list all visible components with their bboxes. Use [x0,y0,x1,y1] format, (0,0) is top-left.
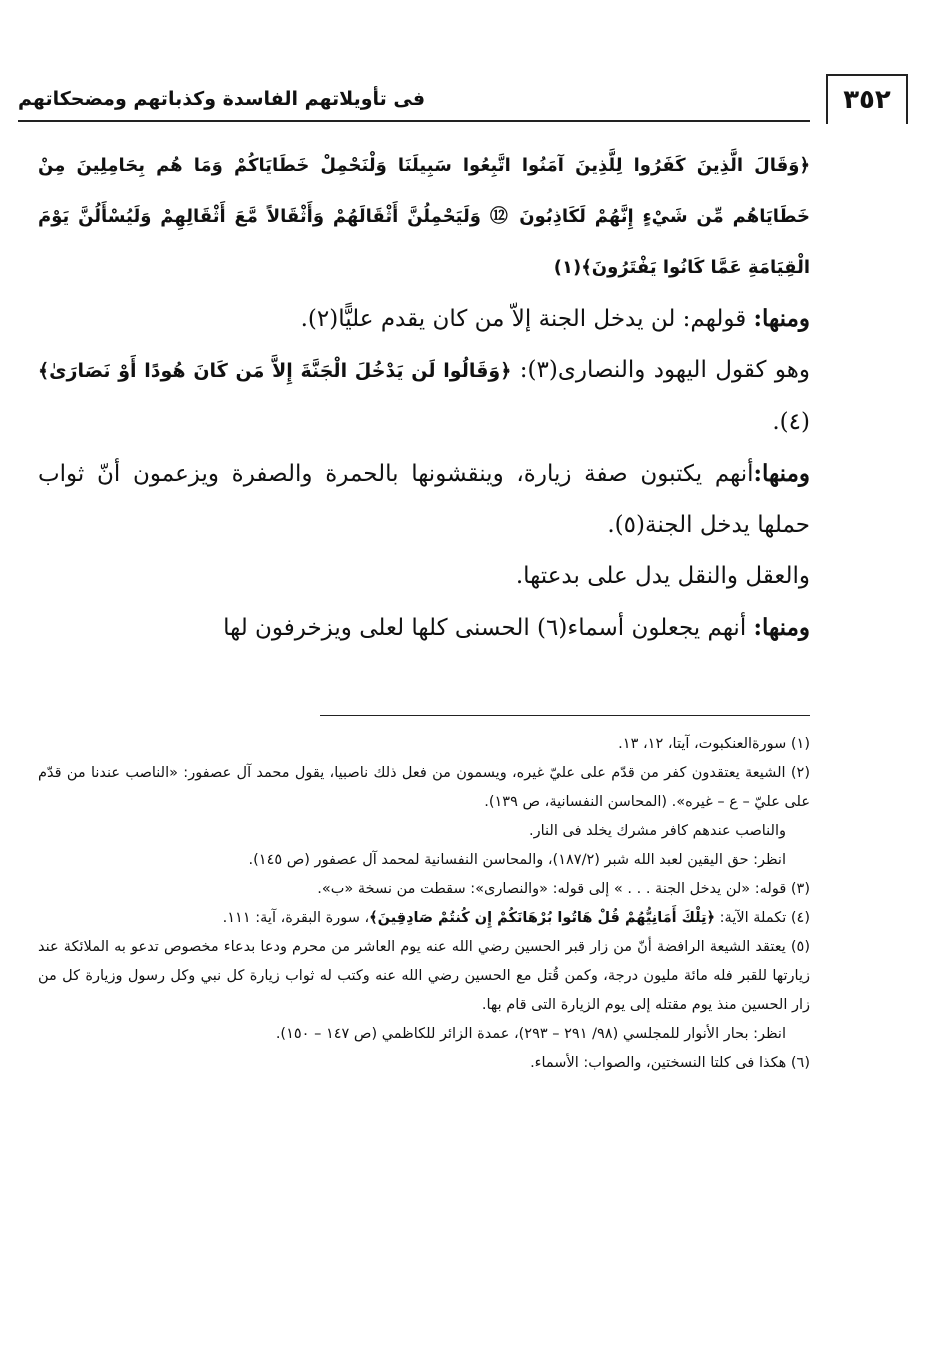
paragraph-text: أنهم يكتبون صفة زيارة، وينقشونها بالحمرة والصفرة ويزعمون أنّ ثواب حملها يدخل الجنة(٥). [38,461,810,538]
footnote-5: (٥) يعتقد الشيعة الرافضة أنّ من زار قبر الحسين رضي الله عنه يوم العاشر من محرم ودعا بدعاء مخصوص تدعو به الملائكة عند زيارتها للقبر فله مائة مليون درجة، وكمن قُتل مع الحسين رضي الله عنه وكتب له ثواب زيارة كل نبي وكل رسول وزيارة كل من زار الحسين منذ يوم مقتله إلى يوم الزيارة التى قام بها. [38,939,810,1013]
footnote-5-reference: انظر: بحار الأنوار للمجلسي (٩٨/ ٢٩١ – ٢٩٣)، عمدة الزائر للكاظمي (ص ١٤٧ – ١٥٠). [275,1026,786,1042]
footnote-text: (٤) تكملة الآية: [715,910,810,926]
footnote-2-continued: والناصب عندهم كافر مشرك يخلد فى النار. [529,823,786,839]
running-title: فى تأويلاتهم الفاسدة وكذباتهم ومضحكاتهم [18,88,426,110]
footnote-1: (١) سورةالعنكبوت، آيتا، ١٢، ١٣. [618,736,810,752]
paragraph-1 [38,293,810,345]
main-text [38,140,810,654]
paragraph-text: قولهم: لن يدخل الجنة إلاّ من كان يقدم عليًّا(٢). [300,306,754,332]
footnotes [38,730,810,1078]
footnote-separator [320,715,810,716]
footnote-text: ، سورة البقرة، آية: ١١١. [222,910,370,926]
page-number: ٣٥٢ [826,74,908,124]
paragraph-text: وهو كقول اليهود والنصارى(٣): [511,357,810,383]
paragraph-lead: ومنها: [753,614,810,641]
footnote-2: (٢) الشيعة يعتقدون كفر من قدّم على عليّ غيره، ويسمون من فعل ذلك ناصبيا، يقول محمد آل عصفور: «الناصب عندنا من قدّم على عليّ – ع – غيره». (المحاسن النفسانية، ص ١٣٩). [38,765,810,810]
paragraph-lead: ومنها: [753,305,810,332]
footnote-6: (٦) هكذا فى كلتا النسختين، والصواب: الأسماء. [530,1055,810,1071]
paragraph-4: والعقل والنقل يدل على بدعتها. [515,563,810,589]
paragraph-2 [38,345,810,448]
paragraph-text: أنهم يجعلون أسماء(٦) الحسنى كلها لعلى ويزخرفون لها [223,615,754,641]
footnote-ref: (٤). [772,409,810,435]
page-header [18,74,891,120]
footnote-3: (٣) قوله: «لن يدخل الجنة . . . » إلى قوله: «والنصارى»: سقطت من نسخة «ب». [317,881,810,897]
quran-quote: ﴿وَقَالُوا لَن يَدْخُلَ الْجَنَّةَ إِلاَّ مَن كَانَ هُودًا أَوْ نَصَارَىٰ﴾ [38,360,512,382]
paragraph-5 [38,602,810,654]
header-rule [18,120,810,122]
quran-quote: ﴿تِلْكَ أَمَانِيُّهُمْ قُلْ هَاتُوا بُرْهَانَكُمْ إِن كُنتُمْ صَادِقِينَ﴾ [369,910,716,926]
footnote-4 [38,904,810,933]
paragraph-3 [38,448,810,551]
footnote-2-reference: انظر: حق اليقين لعبد الله شبر (١٨٧/٢)، والمحاسن النفسانية لمحمد آل عصفور (ص ١٤٥). [248,852,786,868]
quran-verse-block: ﴿وَقَالَ الَّذِينَ كَفَرُوا لِلَّذِينَ آمَنُوا اتَّبِعُوا سَبِيلَنَا وَلْنَحْمِلْ خَطَايَاكُمْ وَمَا هُم بِحَامِلِينَ مِنْ خَطَايَاهُم مِّن شَيْءٍ إِنَّهُمْ لَكَاذِبُونَ ⑫ وَلَيَحْمِلُنَّ أَثْقَالَهُمْ وَأَثْقَالاً مَّعَ أَثْقَالِهِمْ وَلَيُسْأَلُنَّ يَوْمَ الْقِيَامَةِ عَمَّا كَانُوا يَفْتَرُونَ﴾(١) [38,155,810,278]
paragraph-lead: ومنها: [753,460,810,487]
